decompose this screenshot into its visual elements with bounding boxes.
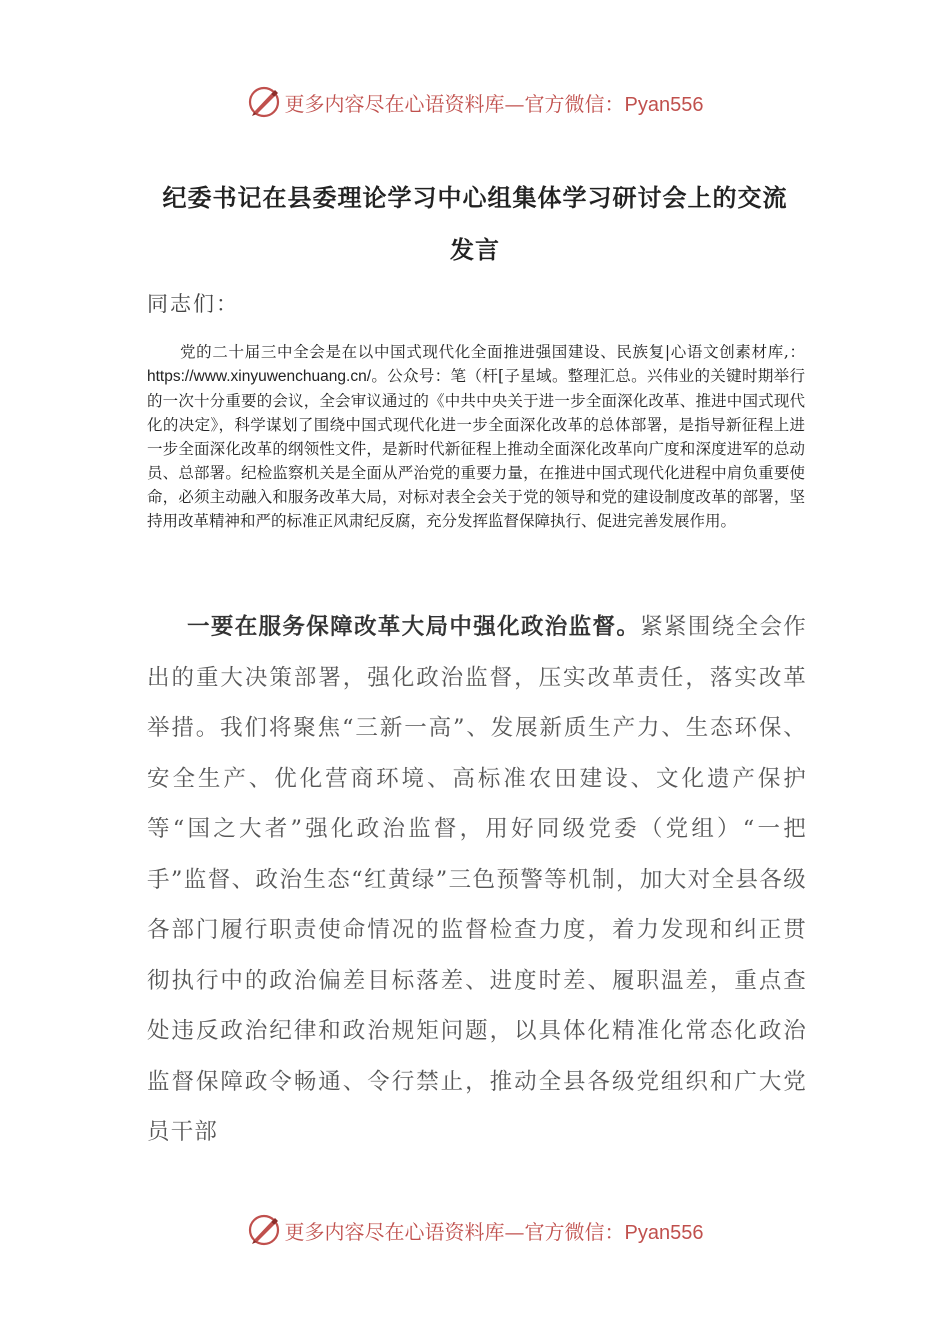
section-one-heading: 一要在服务保障改革大局中强化政治监督。 bbox=[187, 614, 641, 640]
salutation: 同志们： bbox=[147, 292, 239, 316]
section-one-body: 紧紧围绕全会作出的重大决策部署，强化政治监督，压实改革责任，落实改革举措。我们将聚焦“三新一高”、发展新质生产力、生态环保、安全生产、优化营商环境、高标准农田建设、文化遗产保护等“国之大者”强化政治监督，用好同级党委（党组）“一把手”监督、政治生态“红黄绿”三色预警等机制，加大对全县各级各部门履行职责使命情况的监督检查力度，着力发现和纠正贯彻执行中的政治偏差目标落差、进度时差、履职温差，重点查处违反政治纪律和政治规矩问题，以具体化精准化常态化政治监督保障政令畅通、令行禁止，推动全县各级党组织和广大党员干部 bbox=[147, 614, 807, 1145]
footer-wechat-id: Pyan556 bbox=[624, 1221, 704, 1244]
header-wechat-id: Pyan556 bbox=[624, 93, 704, 116]
title-line-2: 发言 bbox=[450, 235, 500, 264]
pen-logo-icon bbox=[247, 1213, 281, 1247]
source-url: https://www.xinyuwenchuang.cn/ bbox=[147, 368, 372, 385]
header-banner bbox=[0, 82, 950, 122]
header-banner-text: 更多内容尽在心语资料库—官方微信：Pyan556 bbox=[284, 91, 704, 116]
intro-paragraph: 党的二十届三中全会是在以中国式现代化全面推进强国建设、民族复|心语文创素材库,：https://www.xinyuwenchuang.cn/。公众号：笔（杆[子星域。整理汇总。兴伟业的关键时期举行的一次十分重要的会议，全会审议通过的《中共中央关于进一步全面深化改革、推进中国式现代化的决定》，科学谋划了围绕中国式现代化进一步全面深化改革的总体部署，是指导新征程上进一步全面深化改革的纲领性文件，是新时代新征程上推动全面深化改革向广度和深度进军的总动员、总部署。纪检监察机关是全面从严治党的重要力量，在推进中国式现代化进程中肩负重要使命，必须主动融入和服务改革大局，对标对表全会关于党的领导和党的建设制度改革的部署，坚持用改革精神和严的标准正风肃纪反腐，充分发挥监督保障执行、促进完善发展作用。 bbox=[147, 343, 805, 530]
footer-banner-text: 更多内容尽在心语资料库—官方微信：Pyan556 bbox=[284, 1219, 704, 1244]
section-one-paragraph bbox=[147, 602, 807, 1158]
document-title bbox=[150, 172, 800, 276]
title-line-1: 纪委书记在县委理论学习中心组集体学习研讨会上的交流 bbox=[162, 183, 788, 212]
pen-logo-icon bbox=[247, 85, 281, 119]
footer-banner bbox=[0, 1210, 950, 1250]
